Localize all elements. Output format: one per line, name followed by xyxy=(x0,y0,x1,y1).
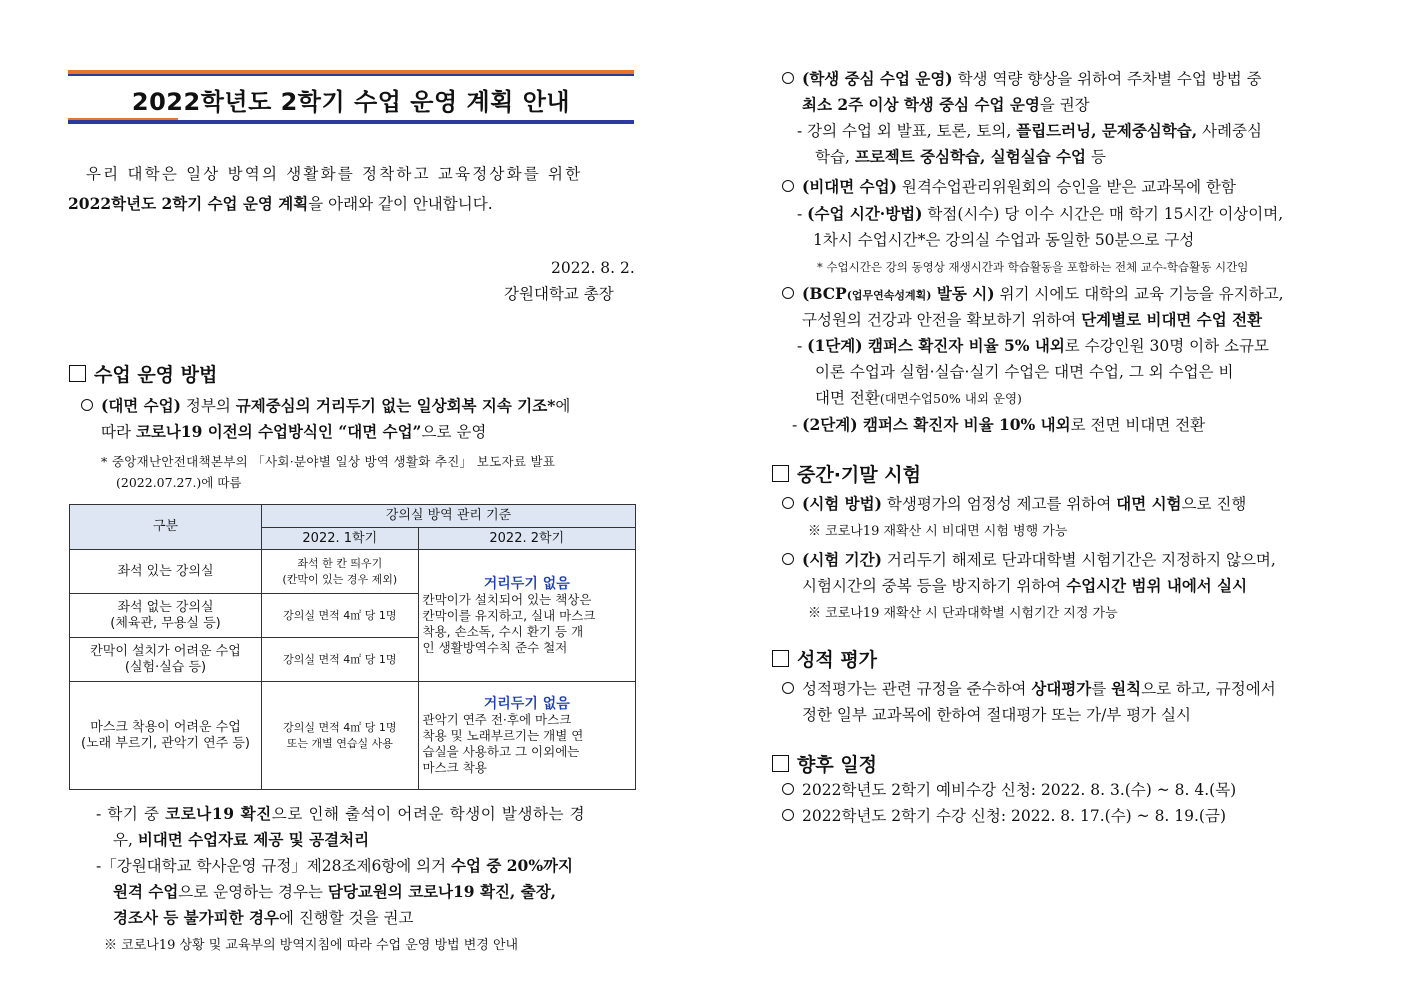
table-cell: 강의실 면적 4㎡ 당 1명 xyxy=(262,638,418,682)
cell-line: 착용, 손소독, 수시 환기 등 개 xyxy=(422,623,584,639)
text-bold: 원격 수업 xyxy=(113,882,179,901)
text: 성적평가는 관련 규정을 준수하여 xyxy=(802,680,1032,698)
text-bold: 대면 시험 xyxy=(1116,494,1182,513)
checkbox-square-icon xyxy=(772,755,789,772)
text: - xyxy=(797,205,808,223)
text-bold: 최소 2주 이상 학생 중심 수업 운영 xyxy=(802,95,1040,114)
bullet-face-to-face-line2 xyxy=(101,421,486,443)
text-bold: 수업시간 범위 내에서 실시 xyxy=(1066,576,1248,595)
text: 에 진행할 것을 권고 xyxy=(278,909,414,927)
text-bold: 플립드러닝, 문제중심학습, xyxy=(1016,121,1198,140)
dash-methods xyxy=(797,120,1262,142)
text-bold: 원칙 xyxy=(1111,679,1142,698)
label: (비대면 수업) xyxy=(802,177,897,196)
schedule-item-pre-registration xyxy=(782,779,1236,801)
dash-remote-time xyxy=(797,203,1283,225)
classroom-rules-table xyxy=(69,504,636,790)
dash-methods-line2 xyxy=(815,146,1106,168)
cell-line: 칸막이가 설치되어 있는 책상은 xyxy=(422,591,592,607)
section-heading-method xyxy=(69,360,217,387)
cell-line: (실험·실습 등) xyxy=(124,659,207,675)
text-bold: 수업 중 20%까지 xyxy=(451,856,574,875)
section-heading-grade xyxy=(772,645,877,672)
footnote-2: (2022.07.27.)에 따름 xyxy=(116,475,242,490)
text: 위기 시에도 대학의 교육 기능을 유지하고, xyxy=(994,285,1284,303)
dash-stage1-line3 xyxy=(815,387,1022,410)
dash-remote-time-line2: 1차시 수업시간*은 강의실 수업과 동일한 50분으로 구성 xyxy=(813,231,1195,249)
checkbox-square-icon xyxy=(772,465,789,482)
label: (BCP xyxy=(802,284,847,303)
text: 에 xyxy=(555,397,571,415)
dash-remote-20-line2 xyxy=(113,881,556,903)
bullet-bcp-line2 xyxy=(802,309,1262,331)
cell-line: 칸막이를 유지하고, 실내 마스크 xyxy=(422,607,596,623)
text-bold: 담당교원의 코로나19 확진, 출장, xyxy=(327,882,557,901)
text: 우, xyxy=(113,831,138,849)
text: 등 xyxy=(1086,148,1106,166)
text: 으로 운영 xyxy=(421,423,487,441)
intro-rest: 을 아래와 같이 안내합니다. xyxy=(308,195,493,213)
cell-line: 마스크 착용이 어려운 수업 xyxy=(90,719,241,735)
dash-remote-20 xyxy=(96,855,573,877)
text-bold: 코로나19 확진 xyxy=(165,804,272,823)
text: 로 전면 비대면 전환 xyxy=(1070,416,1206,434)
label: (시험 방법) xyxy=(802,494,882,513)
intro-line-1: 우리 대학은 일상 방역의 생활화를 정착하고 교육정상화를 위한 xyxy=(86,165,583,183)
checkbox-square-icon xyxy=(69,365,86,382)
note-exam-method: ※ 코로나19 재확산 시 비대면 시험 병행 가능 xyxy=(808,524,1068,539)
text: 대면 전환 xyxy=(815,389,880,407)
bullet-grade xyxy=(782,678,1276,700)
text: - xyxy=(797,337,808,355)
bullet-face-to-face xyxy=(81,395,570,417)
date: 2022. 8. 2. xyxy=(551,259,635,277)
table-merged-cell xyxy=(418,550,635,682)
cell-line: (노래 부르기, 관악기 연주 등) xyxy=(81,735,250,751)
text: 정부의 xyxy=(180,397,236,415)
no-distancing-title: 거리두기 없음 xyxy=(483,695,570,712)
signer: 강원대학교 총장 xyxy=(504,285,614,303)
cell-line: 좌석 한 칸 띄우기 xyxy=(297,556,383,570)
bullet-exam-method xyxy=(782,493,1246,515)
label: (학생 중심 수업 운영) xyxy=(802,69,953,88)
text-small: (대면수업50% 내외 운영) xyxy=(879,391,1022,406)
dash-remote-20-line3 xyxy=(113,907,414,929)
text: 따라 xyxy=(101,423,136,441)
text: - xyxy=(792,416,803,434)
section-heading-text: 수업 운영 방법 xyxy=(94,364,218,386)
text: 으로 운영하는 경우는 xyxy=(178,883,328,901)
text: 학생평가의 엄정성 제고를 위하여 xyxy=(881,495,1117,513)
table-cell: 강의실 면적 4㎡ 당 1명 xyxy=(262,594,418,638)
note-exam-period: ※ 코로나19 재확산 시 단과대학별 시험기간 지정 가능 xyxy=(808,606,1118,621)
table-header-sem2: 2022. 2학기 xyxy=(418,528,635,550)
text: 시험시간의 중복 등을 방지하기 위하여 xyxy=(802,577,1067,595)
text: 학습, xyxy=(815,148,855,166)
cell-line: (칸막이 있는 경우 제외) xyxy=(282,572,398,586)
text: 사례중심 xyxy=(1197,122,1262,140)
circle-bullet-icon xyxy=(782,180,794,192)
checkbox-square-icon xyxy=(772,650,789,667)
intro-line-2 xyxy=(68,193,493,215)
text: 2022학년도 2학기 예비수강 신청: 2022. 8. 3.(수) ~ 8. 4.(목) xyxy=(802,781,1237,799)
section-heading-text: 성적 평가 xyxy=(797,649,878,671)
cell-line: (체육관, 무용실 등) xyxy=(110,615,221,631)
page-title: 2022학년도 2학기 수업 운영 계획 안내 xyxy=(131,88,571,116)
label: (시험 기간) xyxy=(802,550,882,569)
cell-line: 마스크 착용 xyxy=(422,759,487,775)
circle-bullet-icon xyxy=(782,553,794,565)
bullet-student-centered xyxy=(782,68,1262,90)
circle-bullet-icon xyxy=(782,287,794,299)
cell-line: 강의실 면적 4㎡ 당 1명 xyxy=(283,720,397,734)
circle-bullet-icon xyxy=(782,682,794,694)
text-bold: 상대평가 xyxy=(1031,679,1092,698)
title-bottom-rule xyxy=(68,120,634,124)
footnote-remote-time: * 수업시간은 강의 동영상 재생시간과 학습활동을 포함하는 전체 교수-학습활동 시간임 xyxy=(817,260,1249,274)
bullet-student-centered-line2 xyxy=(802,94,1090,116)
text-bold: 프로젝트 중심학습, 실험실습 수업 xyxy=(854,147,1087,166)
bullet-exam-period-line2 xyxy=(802,575,1247,597)
table-header-sem1: 2022. 1학기 xyxy=(262,528,418,550)
circle-bullet-icon xyxy=(782,783,794,795)
cell-line: 인 생활방역수칙 준수 철저 xyxy=(422,639,568,655)
text: 구성원의 건강과 안전을 확보하기 위하여 xyxy=(802,311,1082,329)
bullet-remote xyxy=(782,176,1236,198)
section-heading-text: 향후 일정 xyxy=(797,754,878,776)
no-distancing-title: 거리두기 없음 xyxy=(483,575,570,592)
text-bold: (1단계) 캠퍼스 확진자 비율 5% 내외 xyxy=(807,336,1065,355)
table-row-label xyxy=(70,638,262,682)
circle-bullet-icon xyxy=(782,497,794,509)
table-row-label xyxy=(70,594,262,638)
text: -「강원대학교 학사운영 규정」제28조제6항에 의거 xyxy=(96,857,452,875)
text-bold: (2단계) 캠퍼스 확진자 비율 10% 내외 xyxy=(802,415,1071,434)
table-header-group: 강의실 방역 관리 기준 xyxy=(262,505,636,528)
text: 을 권장 xyxy=(1039,96,1090,114)
text-bold: 단계별로 비대면 수업 전환 xyxy=(1081,310,1263,329)
text: 학생 역량 향상을 위하여 주차별 수업 방법 중 xyxy=(952,70,1262,88)
text: - 강의 수업 외 발표, 토론, 토의, xyxy=(797,122,1017,140)
text: 학점(시수) 당 이수 시간은 매 학기 15시간 이상이며, xyxy=(922,205,1284,223)
circle-bullet-icon xyxy=(81,399,93,411)
table-cell-mask xyxy=(418,682,635,790)
title-top-rule-inner xyxy=(68,74,634,76)
bullet-grade-line2: 정한 일부 교과목에 한하여 절대평가 또는 가/부 평가 실시 xyxy=(802,706,1192,724)
note-policy-change: ※ 코로나19 상황 및 교육부의 방역지침에 따라 수업 운영 방법 변경 안내 xyxy=(104,938,519,953)
dash-stage1 xyxy=(797,335,1269,357)
circle-bullet-icon xyxy=(782,809,794,821)
table-header-category: 구분 xyxy=(70,505,262,550)
text-bold: 규제중심의 거리두기 없는 일상회복 지속 기조* xyxy=(235,396,556,415)
circle-bullet-icon xyxy=(782,72,794,84)
intro-bold: 2022학년도 2학기 수업 운영 계획 xyxy=(68,194,309,213)
bullet-bcp xyxy=(782,283,1284,307)
cell-line: 습실을 사용하고 그 이외에는 xyxy=(422,743,580,759)
dash-covid-absence xyxy=(96,803,585,825)
dash-stage2 xyxy=(792,414,1205,436)
text-bold: 경조사 등 불가피한 경우 xyxy=(113,908,279,927)
title-banner xyxy=(68,70,634,124)
text: 으로 하고, 규정에서 xyxy=(1141,680,1276,698)
cell-line: 관악기 연주 전·후에 마스크 xyxy=(422,711,572,727)
text: 으로 인해 출석이 어려운 학생이 발생하는 경 xyxy=(271,805,586,823)
text: - 학기 중 xyxy=(96,805,166,823)
cell-line: 또는 개별 연습실 사용 xyxy=(286,736,393,750)
table-cell xyxy=(262,682,418,790)
label: (대면 수업) xyxy=(101,396,181,415)
dash-covid-absence-line2 xyxy=(113,829,369,851)
cell-line: 착용 및 노래부르기는 개별 연 xyxy=(422,727,584,743)
bullet-exam-period xyxy=(782,549,1276,571)
dash-stage1-line2: 이론 수업과 실험·실습·실기 수업은 대면 수업, 그 외 수업은 비 xyxy=(815,363,1234,381)
text: 거리두기 해제로 단과대학별 시험기간은 지정하지 않으며, xyxy=(881,551,1276,569)
label-small: (업무연속성계획) xyxy=(846,289,932,302)
text: 로 수강인원 30명 이하 소규모 xyxy=(1064,337,1269,355)
text: 를 xyxy=(1091,680,1112,698)
text: 원격수업관리위원회의 승인을 받은 교과목에 한함 xyxy=(896,178,1237,196)
table-row-label xyxy=(70,682,262,790)
text-bold: 비대면 수업자료 제공 및 공결처리 xyxy=(137,830,370,849)
text-bold: 코로나19 이전의 수업방식인 “대면 수업” xyxy=(135,422,422,441)
section-heading-schedule xyxy=(772,750,877,777)
table-cell xyxy=(262,550,418,594)
cell-line: 좌석 없는 강의실 xyxy=(117,599,214,615)
section-heading-exam xyxy=(772,460,921,487)
text-bold: (수업 시간·방법) xyxy=(807,204,923,223)
text: 으로 진행 xyxy=(1181,495,1247,513)
text: 2022학년도 2학기 수강 신청: 2022. 8. 17.(수) ~ 8. 19.(금) xyxy=(802,807,1227,825)
section-heading-text: 중간·기말 시험 xyxy=(797,464,921,486)
footnote-1: * 중앙재난안전대책본부의 「사회·분야별 일상 방역 생활화 추진」 보도자료 발표 xyxy=(101,454,556,469)
table-row-label: 좌석 있는 강의실 xyxy=(70,550,262,594)
label: 발동 시) xyxy=(931,284,995,303)
schedule-item-registration xyxy=(782,805,1226,827)
cell-line: 칸막이 설치가 어려운 수업 xyxy=(90,643,241,659)
